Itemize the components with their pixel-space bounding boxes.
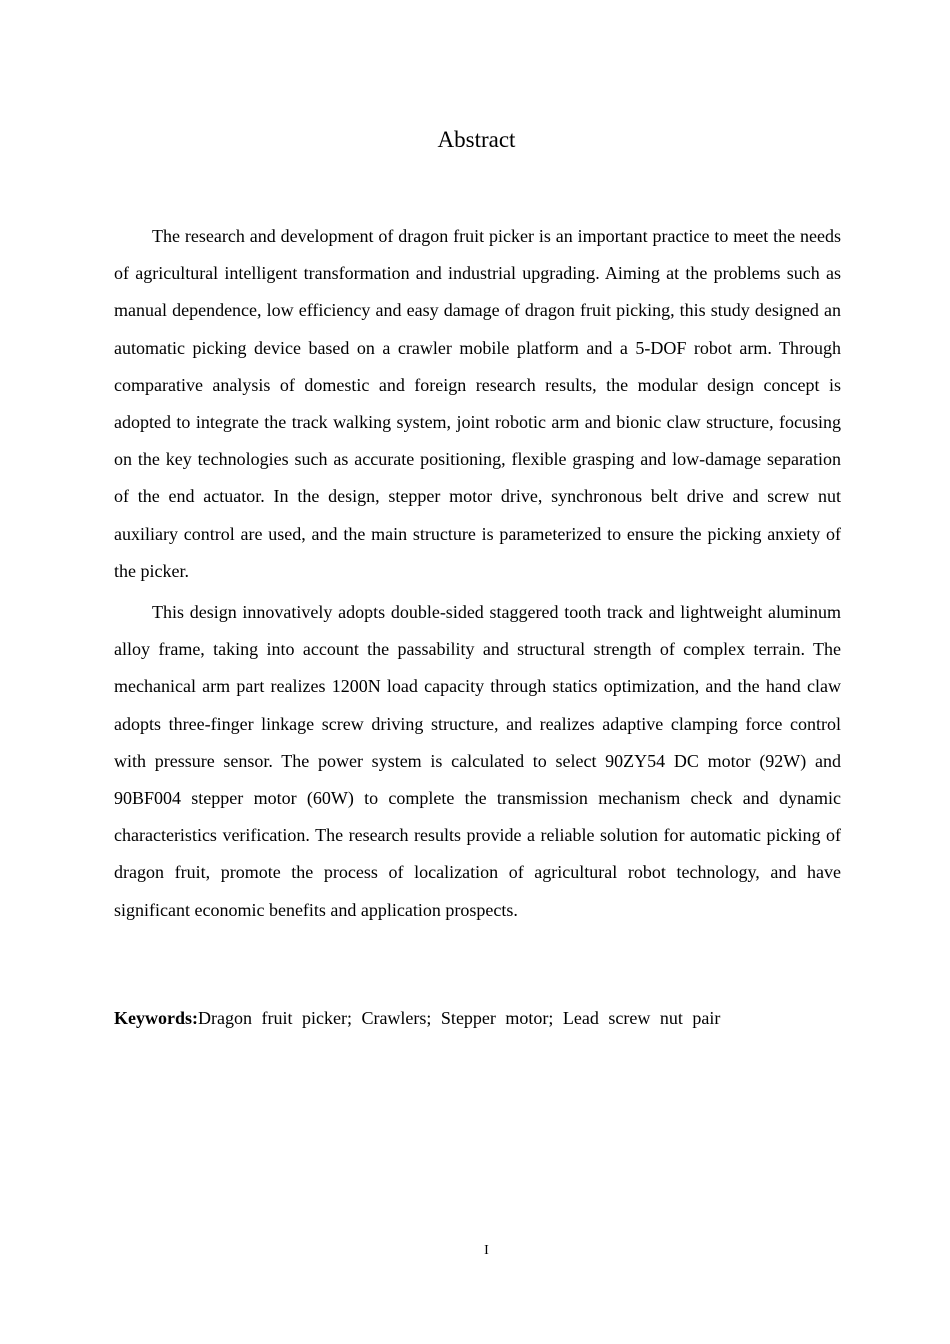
abstract-paragraph-2: This design innovatively adopts double-sided staggered tooth track and lightweight aluminum alloy frame, taking into account the passability and structural strength of complex terrain. The mechanical arm part realizes 1200N load capacity through statics optimization, and the hand claw adopts three-finger linkage screw driving structure, and realizes adaptive clamping force control with pressure sensor. The power system is calculated to select 90ZY54 DC motor (92W) and 90BF004 stepper motor (60W) to complete the transmission mechanism check and dynamic characteristics verification. The research results provide a reliable solution for automatic picking of dragon fruit, promote the process of localization of agricultural robot technology, and have significant economic benefits and application prospects. (114, 602, 841, 920)
abstract-paragraph-1: The research and development of dragon fruit picker is an important practice to meet the needs of agricultural intelligent transformation and industrial upgrading. Aiming at the problems such as manual dependence, low efficiency and easy damage of dragon fruit picking, this study designed an automatic picking device based on a crawler mobile platform and a 5-DOF robot arm. Through comparative analysis of domestic and foreign research results, the modular design concept is adopted to integrate the track walking system, joint robotic arm and bionic claw structure, focusing on the key technologies such as accurate positioning, flexible grasping and low-damage separation of the end actuator. In the design, stepper motor drive, synchronous belt drive and screw nut auxiliary control are used, and the main structure is parameterized to ensure the picking anxiety of the picker. (114, 226, 841, 581)
keywords-text: Dragon fruit picker; Crawlers; Stepper motor; Lead screw nut pair (198, 1008, 721, 1028)
keywords-line (114, 1000, 841, 1036)
page-title: Abstract (437, 127, 516, 152)
page-number: I (484, 1243, 489, 1258)
abstract-body (114, 218, 841, 933)
keywords-label: Keywords: (114, 1008, 198, 1028)
